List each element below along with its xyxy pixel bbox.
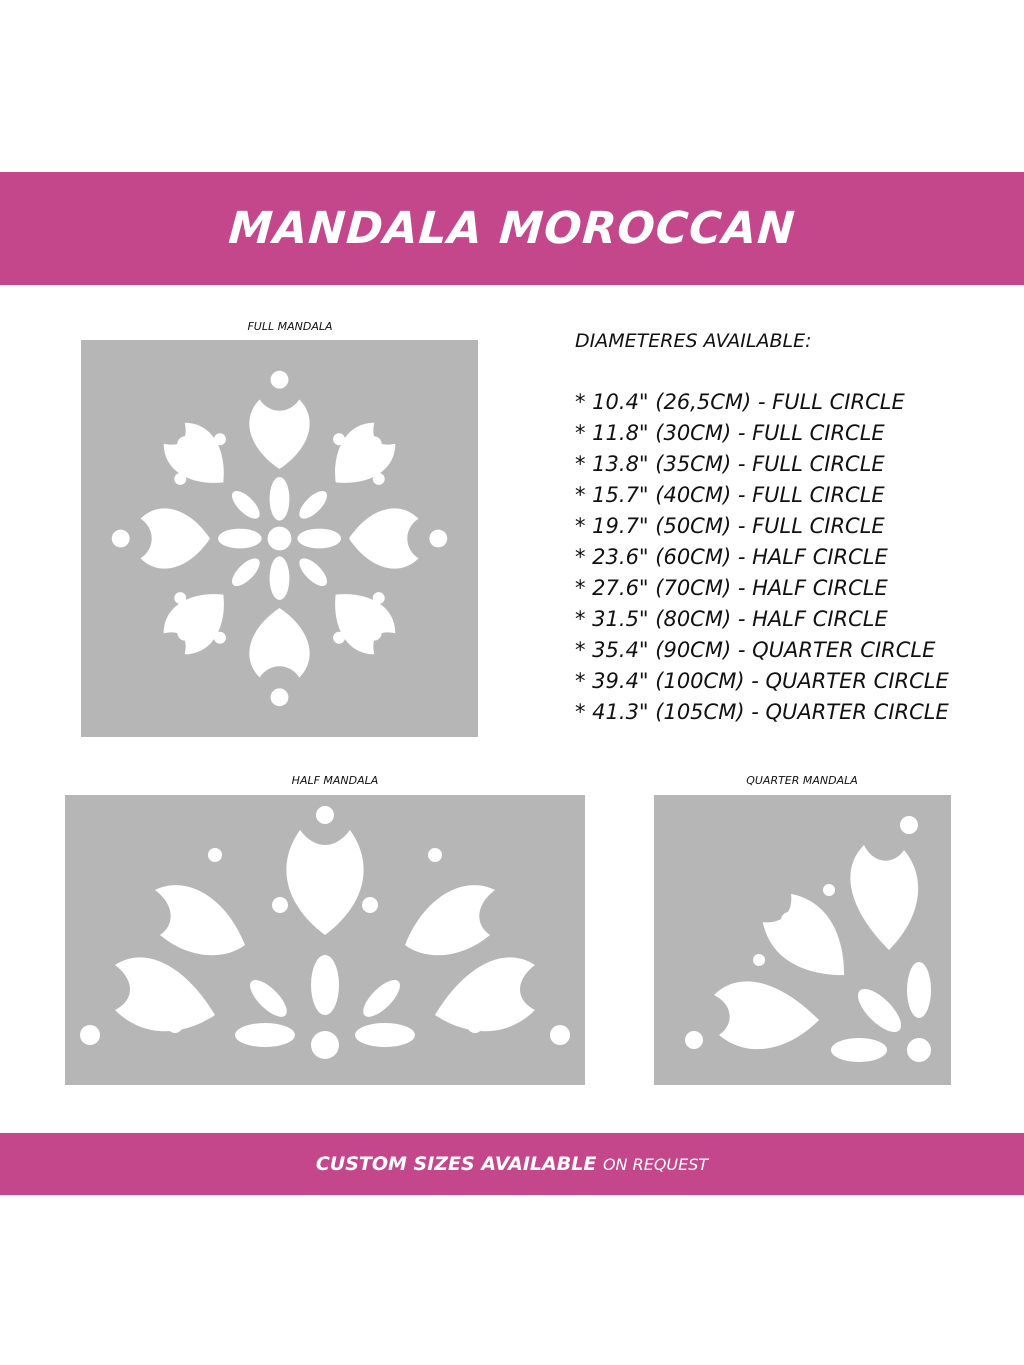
page-title: MANDALA MOROCCAN bbox=[226, 203, 798, 254]
quarter-mandala-image bbox=[654, 795, 951, 1085]
size-item: * 39.4" (100CM) - QUARTER CIRCLE bbox=[575, 669, 949, 693]
full-mandala-image bbox=[81, 340, 478, 737]
half-mandala-image bbox=[65, 795, 585, 1085]
footer-emphasis: CUSTOM SIZES AVAILABLE bbox=[315, 1153, 597, 1175]
quarter-mandala-pattern bbox=[654, 795, 951, 1085]
half-mandala-pattern bbox=[65, 795, 585, 1085]
footer-banner bbox=[0, 1133, 1024, 1195]
size-item: * 19.7" (50CM) - FULL CIRCLE bbox=[575, 514, 885, 538]
half-mandala-caption: HALF MANDALA bbox=[291, 774, 379, 787]
footer-text bbox=[0, 1133, 1024, 1196]
quarter-mandala-caption: QUARTER MANDALA bbox=[746, 774, 858, 787]
full-mandala-pattern bbox=[81, 340, 478, 737]
sizes-heading: DIAMETERES AVAILABLE: bbox=[575, 330, 812, 352]
size-item: * 41.3" (105CM) - QUARTER CIRCLE bbox=[575, 700, 949, 724]
size-item: * 10.4" (26,5CM) - FULL CIRCLE bbox=[575, 390, 905, 414]
size-item: * 35.4" (90CM) - QUARTER CIRCLE bbox=[575, 638, 936, 662]
size-item: * 15.7" (40CM) - FULL CIRCLE bbox=[575, 483, 885, 507]
sizes-list bbox=[575, 387, 995, 728]
size-item: * 11.8" (30CM) - FULL CIRCLE bbox=[575, 421, 885, 445]
size-item: * 23.6" (60CM) - HALF CIRCLE bbox=[575, 545, 888, 569]
footer-rest: ON REQUEST bbox=[602, 1155, 709, 1174]
size-item: * 31.5" (80CM) - HALF CIRCLE bbox=[575, 607, 888, 631]
size-item: * 13.8" (35CM) - FULL CIRCLE bbox=[575, 452, 885, 476]
sizes-section bbox=[575, 328, 995, 728]
title-banner bbox=[0, 172, 1024, 285]
size-item: * 27.6" (70CM) - HALF CIRCLE bbox=[575, 576, 888, 600]
full-mandala-caption: FULL MANDALA bbox=[247, 320, 333, 333]
